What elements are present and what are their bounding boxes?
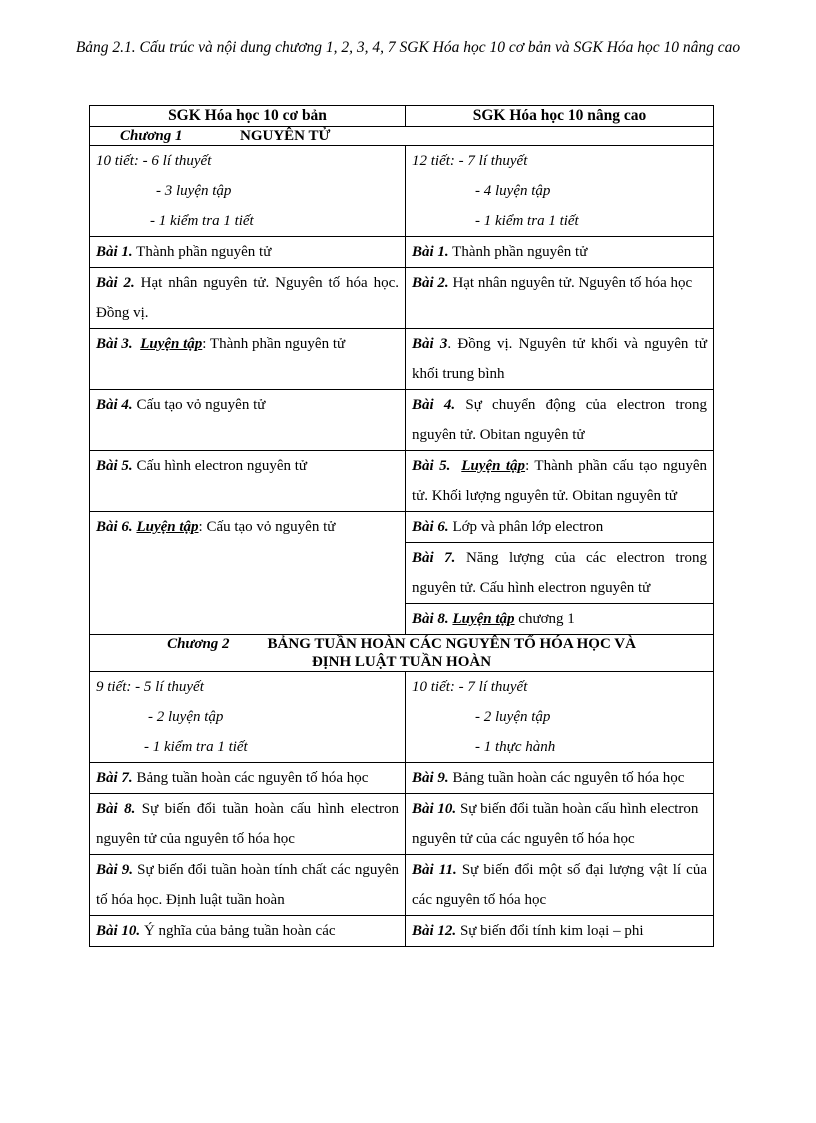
lesson-label: Bài 6. [412,519,449,535]
lesson-text: Sự biến đổi một số đại lượng vật lí của các nguyên tố hóa học [412,862,707,908]
lesson-text: Hạt nhân nguyên tử. Nguyên tố hóa học. Đồng vị. [96,275,399,321]
lesson-advanced [406,604,714,635]
lesson-text: Sự biến đổi tuần hoàn cấu hình electron nguyên tử của các nguyên tố hóa học [412,801,699,847]
lesson-basic [90,329,406,390]
period-line: - 1 thực hành [475,739,556,755]
practice-label: Luyện tập [140,336,203,352]
lesson-basic [90,451,406,512]
lesson-text: : Thành phần nguyên tử [202,336,346,352]
period-line: - 2 luyện tập [148,709,224,725]
chapter-label: Chương 2 [167,636,230,652]
period-line: - 4 luyện tập [475,183,551,199]
period-line: 10 tiết: - 6 lí thuyết [96,153,212,169]
lesson-row [90,451,714,512]
lesson-row [90,794,714,855]
chapter-title: NGUYÊN TỬ [240,128,331,144]
lesson-label: Bài 9. [412,770,449,786]
period-line: - 1 kiểm tra 1 tiết [150,213,254,229]
lesson-label: Bài 3. [96,336,133,352]
lesson-text: Hạt nhân nguyên tử. Nguyên tố hóa học [448,275,693,291]
curriculum-table [89,105,714,947]
lesson-basic [90,512,406,635]
periods-row [90,146,714,237]
header-basic: SGK Hóa học 10 cơ bản [90,106,406,127]
lesson-row [90,855,714,916]
practice-label: Luyện tập [461,458,526,474]
lesson-advanced [406,390,714,451]
periods-advanced [406,146,714,237]
lesson-text: Cấu hình electron nguyên tử [132,458,308,474]
lesson-advanced [406,237,714,268]
lesson-advanced [406,916,714,947]
chapter-title: BẢNG TUẦN HOÀN CÁC NGUYÊN TỐ HÓA HỌC VÀ [267,636,636,652]
lesson-label: Bài 11. [412,862,457,878]
table-caption: Bảng 2.1. Cấu trúc và nội dung chương 1, 2, 3, 4, 7 SGK Hóa học 10 cơ bản và SGK Hóa học 10 nâng cao [75,39,741,56]
lesson-label: Bài 9. [96,862,134,878]
lesson-text: Bảng tuần hoàn các nguyên tố hóa học [132,770,369,786]
lesson-row [90,916,714,947]
lesson-text: Năng lượng của các electron trong nguyên tử. Cấu hình electron nguyên tử [412,550,707,596]
chapter-1-heading [90,127,714,146]
lesson-text: Sự biến đổi tuần hoàn tính chất các nguyên tố hóa học. Định luật tuần hoàn [96,862,399,908]
header-advanced: SGK Hóa học 10 nâng cao [406,106,714,127]
lesson-basic [90,268,406,329]
chapter-row [90,635,714,672]
practice-label: Luyện tập [452,611,515,627]
period-line: 9 tiết: - 5 lí thuyết [96,679,204,695]
chapter-label: Chương 1 [120,128,183,144]
header-row [90,106,714,127]
lesson-row [90,329,714,390]
lesson-row [90,237,714,268]
lesson-text: : Thành phần cấu tạo nguyên tử. Khối lượng nguyên tử. Obitan nguyên tử [412,458,707,504]
lesson-basic [90,763,406,794]
period-line: - 1 kiểm tra 1 tiết [475,213,579,229]
lesson-row [90,763,714,794]
lesson-text: Sự biến đổi tính kim loại – phi [456,923,644,939]
lesson-text: Bảng tuần hoàn các nguyên tố hóa học [448,770,685,786]
lesson-label: Bài 2. [96,275,135,291]
periods-advanced [406,672,714,763]
practice-label: Luyện tập [136,519,199,535]
lesson-text: . Đồng vị. Nguyên tử khối và nguyên tử khối trung bình [412,336,707,382]
lesson-text: Sự chuyển động của electron trong nguyên tử. Obitan nguyên tử [412,397,707,443]
lesson-basic [90,390,406,451]
lesson-text: Cấu tạo vỏ nguyên tử [132,397,266,413]
lesson-text: Thành phần nguyên tử [448,244,588,260]
period-line: - 2 luyện tập [475,709,551,725]
lesson-label: Bài 5. [96,458,133,474]
lesson-advanced [406,268,714,329]
lesson-label: Bài 6. [96,519,133,535]
lesson-label: Bài 4. [412,397,456,413]
period-line: 10 tiết: - 7 lí thuyết [412,679,528,695]
chapter-row [90,127,714,146]
period-line: - 1 kiểm tra 1 tiết [144,739,248,755]
lesson-label: Bài 4. [96,397,133,413]
lesson-text: chương 1 [514,611,575,627]
lesson-advanced [406,763,714,794]
lesson-label: Bài 5. [412,458,451,474]
lesson-label: Bài 7. [96,770,133,786]
lesson-label: Bài 8. [412,611,449,627]
lesson-label: Bài 10. [96,923,141,939]
lesson-label: Bài 1. [96,244,133,260]
lesson-row [90,268,714,329]
lesson-advanced [406,451,714,512]
lesson-advanced [406,855,714,916]
lesson-advanced [406,329,714,390]
periods-basic [90,146,406,237]
lesson-label: Bài 7. [412,550,456,566]
periods-row [90,672,714,763]
lesson-text: : Cấu tạo vỏ nguyên tử [198,519,336,535]
period-line: 12 tiết: - 7 lí thuyết [412,153,528,169]
lesson-advanced [406,794,714,855]
lesson-text: Thành phần nguyên tử [132,244,272,260]
lesson-basic [90,855,406,916]
lesson-label: Bài 12. [412,923,457,939]
lesson-basic [90,916,406,947]
lesson-label: Bài 10. [412,801,457,817]
lesson-label: Bài 2. [412,275,449,291]
lesson-row [90,512,714,543]
lesson-text: Lớp và phân lớp electron [448,519,604,535]
lesson-row [90,390,714,451]
chapter-title-line2: ĐỊNH LUẬT TUẦN HOÀN [311,654,492,670]
periods-basic [90,672,406,763]
lesson-label: Bài 8. [96,801,136,817]
lesson-advanced [406,543,714,604]
chapter-2-heading [90,635,714,672]
lesson-text: Ý nghĩa của bảng tuần hoàn các [140,923,336,939]
lesson-advanced [406,512,714,543]
lesson-text: Sự biến đổi tuần hoàn cấu hình electron nguyên tử của nguyên tố hóa học [96,801,399,847]
lesson-basic [90,237,406,268]
period-line: - 3 luyện tập [156,183,232,199]
lesson-label: Bài 3 [412,336,448,352]
lesson-label: Bài 1. [412,244,449,260]
lesson-basic [90,794,406,855]
